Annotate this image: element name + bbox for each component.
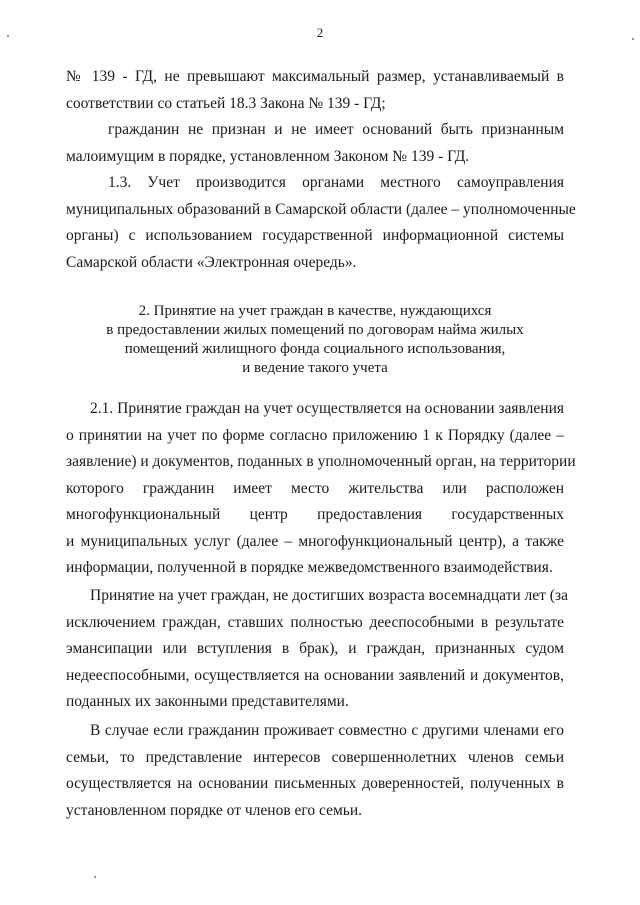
scan-speck [7, 35, 9, 37]
text-line: малоимущим в порядке, установленном Законом № 139 - ГД. [66, 147, 470, 165]
text-line: органы) с использованием государственной информационной системы [66, 227, 564, 244]
heading-line: помещений жилищного фонда социального использования, [124, 341, 506, 357]
heading-line: и ведение такого учета [242, 360, 388, 376]
scan-speck [94, 876, 96, 878]
paragraph-2-1 [66, 396, 576, 582]
heading-line: в предоставлении жилых помещений по договорам найма жилых [106, 322, 524, 338]
heading-line: 2. Принятие на учет граждан в качестве, нуждающихся [138, 303, 492, 319]
text-line: Принятие на учет граждан, не достигших возраста восемнадцати лет (за [90, 587, 568, 604]
paragraph-1-3 [66, 170, 576, 276]
page-number: 2 [316, 25, 324, 40]
paragraph-minors [66, 583, 568, 716]
text-line: 1.3. Учет производится органами местного самоуправления [108, 174, 564, 191]
paragraph-eligibility-low-income [66, 117, 564, 170]
text-line: гражданин не признан и не имеет оснований быть признанным [108, 121, 564, 138]
text-line: семьи, то представление интересов совершеннолетних членов семьи [66, 748, 564, 766]
section-heading [66, 302, 564, 378]
scan-speck [632, 38, 634, 40]
text-line: заявление) и документов, поданных в уполномоченный орган, на территории [66, 453, 576, 470]
text-line: эмансипации или вступления в брак), и граждан, признанных судом [66, 640, 564, 657]
text-line: Самарской области «Электронная очередь». [66, 253, 357, 271]
text-line: В случае если гражданин проживает совместно с другими членами его [90, 722, 564, 739]
text-line: поданных их законными представителями. [66, 693, 349, 710]
text-line: многофункциональный центр предоставления государственных [66, 506, 564, 523]
text-line: № 139 - ГД, не превышают максимальный размер, устанавливаемый в [66, 68, 564, 85]
text-line: недееспособными, осуществляется на основании заявлений и документов, [66, 666, 564, 684]
text-line: 2.1. Принятие граждан на учет осуществляется на основании заявления [90, 400, 564, 417]
text-line: которого гражданин имеет место жительства или расположен [66, 479, 564, 497]
text-line: и муниципальных услуг (далее – многофункциональный центр), а также [66, 532, 564, 550]
text-line: исключением граждан, ставших полностью дееспособными в результате [66, 613, 564, 631]
paragraph-eligibility-income [66, 64, 564, 117]
paragraph-family-members [66, 718, 564, 824]
text-line: о принятии на учет по форме согласно приложению 1 к Порядку (далее – [66, 426, 564, 444]
text-line: соответствии со статьей 18.3 Закона № 139 - ГД; [66, 94, 386, 112]
text-line: муниципальных образований в Самарской области (далее – уполномоченные [66, 200, 576, 218]
text-line: информации, полученной в порядке межведомственного взаимодействия. [66, 559, 553, 576]
text-line: установленном порядке от членов его семьи. [66, 801, 362, 819]
text-line: осуществляется на основании письменных доверенностей, полученных в [66, 775, 564, 792]
